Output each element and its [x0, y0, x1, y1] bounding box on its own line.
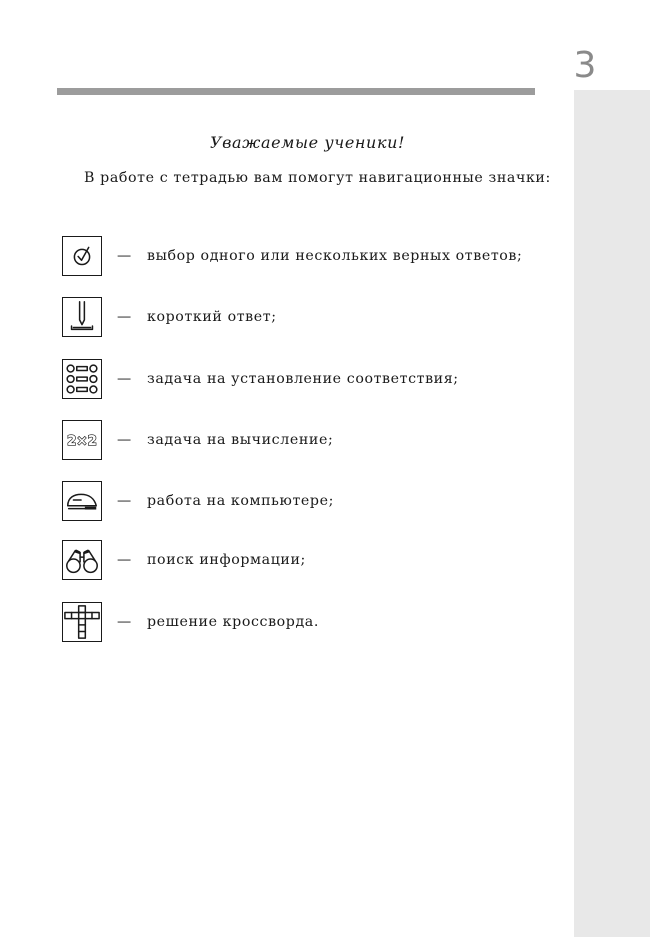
legend-dash: — [117, 248, 132, 264]
legend-dash: — [117, 493, 132, 509]
legend-item-crossword [62, 602, 542, 642]
legend-dash: — [117, 309, 132, 325]
intro-text: В работе с тетрадью вам помогут навигационные значки: [84, 170, 551, 186]
legend-label: решение кроссворда. [147, 614, 319, 630]
legend-dash: — [117, 371, 132, 387]
pencil-icon [62, 297, 102, 337]
legend-item-matching [62, 359, 542, 399]
legend-item-short-answer [62, 297, 542, 337]
legend-item-choice [62, 236, 542, 276]
legend-label: работа на компьютере; [147, 493, 334, 509]
legend-item-calculation [62, 420, 542, 460]
computer-mouse-icon [62, 481, 102, 521]
legend-label: короткий ответ; [147, 309, 277, 325]
check-circle-icon [62, 236, 102, 276]
svg-text:2×2: 2×2 [67, 434, 97, 450]
header-rule [57, 88, 535, 95]
crossword-icon [62, 602, 102, 642]
legend-label: задача на установление соответствия; [147, 371, 459, 387]
calculation-icon [62, 420, 102, 460]
legend-label: поиск информации; [147, 552, 306, 568]
legend-dash: — [117, 614, 132, 630]
greeting-heading: Уважаемые ученики! [209, 133, 406, 152]
side-margin-strip [574, 90, 650, 937]
legend-dash: — [117, 432, 132, 448]
legend-item-search [62, 540, 542, 580]
legend-label: задача на вычисление; [147, 432, 334, 448]
legend-dash: — [117, 552, 132, 568]
legend-item-computer [62, 481, 542, 521]
legend-label: выбор одного или нескольких верных ответов; [147, 248, 523, 264]
binoculars-icon [62, 540, 102, 580]
matching-icon [62, 359, 102, 399]
page-number: 3 [573, 45, 597, 86]
